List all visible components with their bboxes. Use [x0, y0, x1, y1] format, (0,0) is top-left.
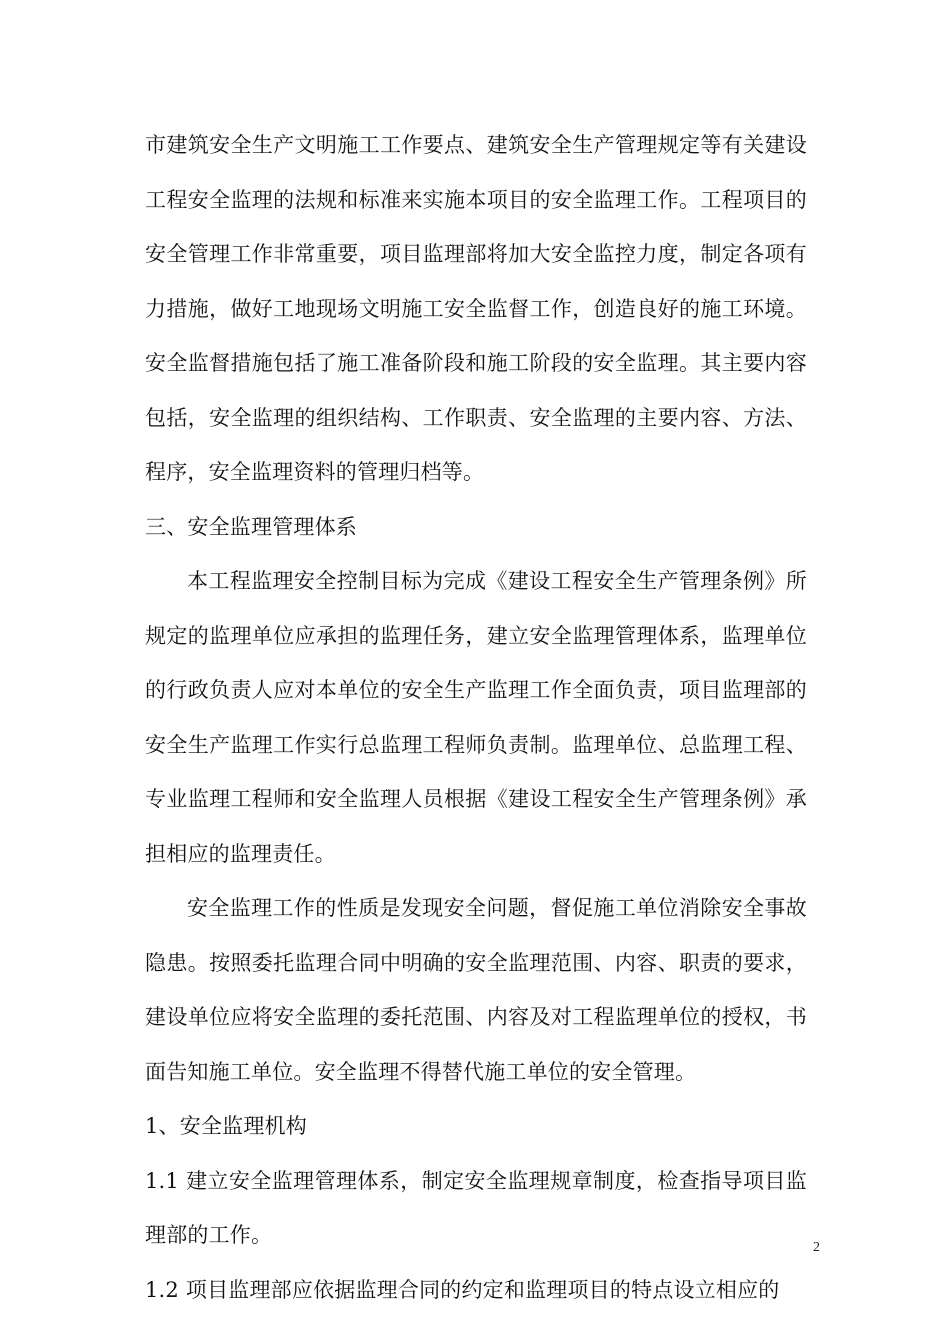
paragraph-safety-target: 本工程监理安全控制目标为完成《建设工程安全生产管理条例》所规定的监理单位应承担的监理任务，建立安全监理管理体系，监理单位的行政负责人应对本单位的安全生产监理工作全面负责，项目监理部的安全生产监理工作实行总监理工程师负责制。监理单位、总监理工程、专业监理工程师和安全监理人员根据《建设工程安全生产管理条例》承担相应的监理责任。 [145, 569, 807, 866]
document-body [145, 118, 807, 1317]
item-1-1: 1.1 建立安全监理管理体系，制定安全监理规章制度，检查指导项目监理部的工作。 [145, 1168, 807, 1247]
paragraph-continuation: 市建筑安全生产文明施工工作要点、建筑安全生产管理规定等有关建设工程安全监理的法规和标准来实施本项目的安全监理工作。工程项目的安全管理工作非常重要，项目监理部将加大安全监控力度，制定各项有力措施，做好工地现场文明施工安全监督工作，创造良好的施工环境。安全监督措施包括了施工准备阶段和施工阶段的安全监理。其主要内容包括，安全监理的组织结构、工作职责、安全监理的主要内容、方法、程序，安全监理资料的管理归档等。 [145, 133, 807, 484]
page-number: 2 [813, 1240, 820, 1255]
item-1-2: 1.2 项目监理部应依据监理合同的约定和监理项目的特点设立相应的 [145, 1277, 780, 1302]
paragraph-safety-nature: 安全监理工作的性质是发现安全问题，督促施工单位消除安全事故隐患。按照委托监理合同中明确的安全监理范围、内容、职责的要求，建设单位应将安全监理的委托范围、内容及对工程监理单位的授权，书面告知施工单位。安全监理不得替代施工单位的安全管理。 [145, 896, 807, 1084]
subsection-heading-1: 1、安全监理机构 [145, 1114, 307, 1138]
section-heading-three: 三、安全监理管理体系 [145, 514, 357, 539]
